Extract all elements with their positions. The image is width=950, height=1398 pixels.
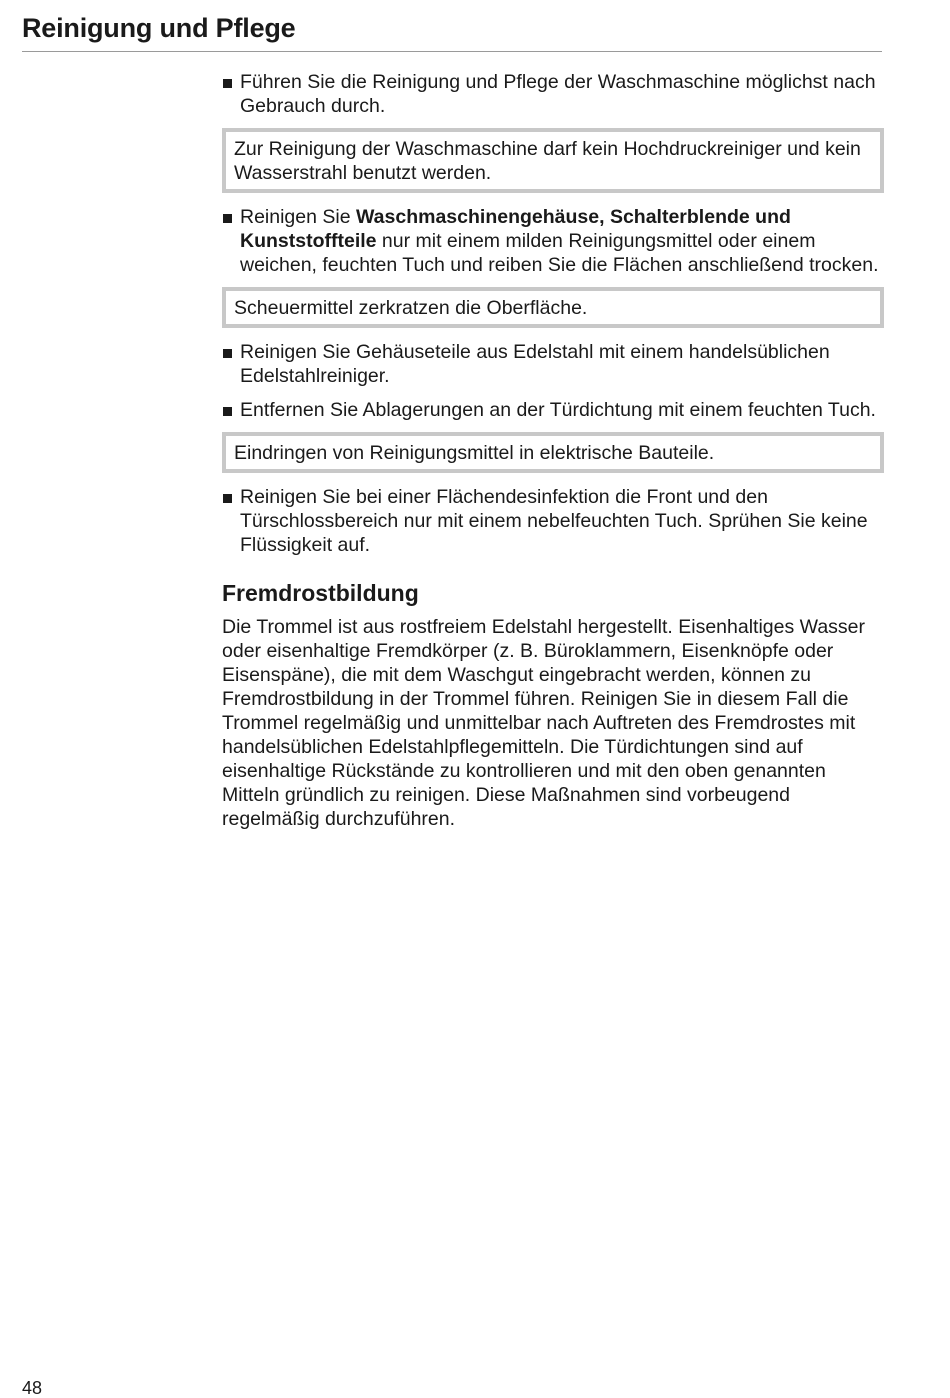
square-bullet-icon — [223, 407, 232, 416]
page-title: Reinigung und Pflege — [22, 13, 296, 43]
section-paragraph: Die Trommel ist aus rostfreiem Edelstahl hergestellt. Eisenhaltiges Wasser oder eisenhaltige Fremdkörper (z. B. Büroklammern, Eisenknöpfe oder Eisenspäne), die mit dem Waschgut eingebracht werden, können zu Fremdrostbildung in der Trommel führen. Reinigen Sie in diesem Fall die Trommel regelmäßig und unmittelbar nach Auftreten des Fremdrostes mit handelsüblichen Edelstahlpflegemitteln. Die Türdichtungen sind auf eisenhaltige Rückstände zu kontrollieren und mit den oben genannten Mitteln gründlich zu reinigen. Diese Maßnahmen sind vorbeugend regelmäßig durchzuführen. — [222, 616, 866, 830]
list-item-text: Reinigen Sie Gehäuseteile aus Edelstahl mit einem handelsüblichen Edelstahlreiniger. — [240, 341, 830, 387]
square-bullet-icon — [223, 349, 232, 358]
list-item-text: Reinigen Sie bei einer Flächendesinfektion die Front und den Türschlossbereich nur mit einem nebelfeuchten Tuch. Sprühen Sie keine Flüssigkeit auf. — [240, 486, 868, 556]
notice-text: Zur Reinigung der Waschmaschine darf kein Hochdruckreiniger und kein Wasserstrahl benutzt werden. — [234, 138, 861, 184]
list-item-text-intro: Reinigen Sie — [240, 206, 356, 228]
notice-box — [222, 287, 884, 328]
list-item-text-rest: nur mit einem milden Reinigungsmittel oder einem weichen, feuchten Tuch und reiben Sie die Flächen anschließend trocken. — [240, 230, 879, 276]
main-content — [222, 70, 884, 831]
list-item — [222, 398, 884, 422]
list-item — [222, 70, 884, 118]
list-item — [222, 485, 884, 557]
list-item-emphasis: Waschmaschinengehäuse, Schalterblende und Kunststoffteile — [240, 206, 791, 252]
page-header — [22, 10, 882, 52]
notice-text: Eindringen von Reinigungsmittel in elektrische Bauteile. — [234, 442, 715, 464]
square-bullet-icon — [223, 79, 232, 88]
page-number: 48 — [22, 1378, 43, 1398]
list-item — [222, 205, 884, 277]
list-item — [222, 340, 884, 388]
notice-text: Scheuermittel zerkratzen die Oberfläche. — [234, 297, 588, 319]
list-item-text: Führen Sie die Reinigung und Pflege der Waschmaschine möglichst nach Gebrauch durch. — [240, 71, 876, 117]
square-bullet-icon — [223, 494, 232, 503]
notice-box — [222, 432, 884, 473]
square-bullet-icon — [223, 214, 232, 223]
section-heading: Fremdrostbildung — [222, 580, 419, 606]
list-item-text: Entfernen Sie Ablagerungen an der Türdichtung mit einem feuchten Tuch. — [240, 399, 876, 421]
list-item-text — [240, 206, 878, 276]
notice-box — [222, 128, 884, 193]
